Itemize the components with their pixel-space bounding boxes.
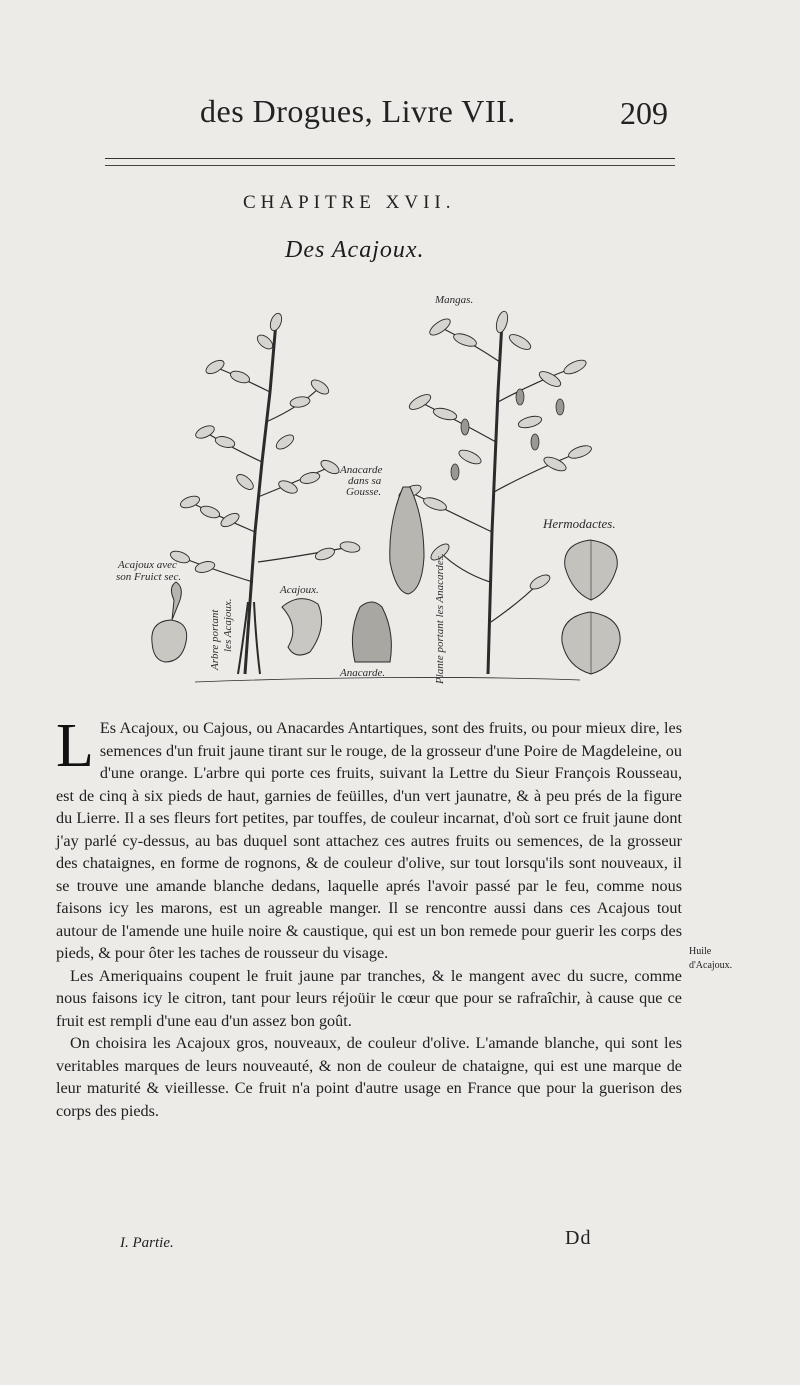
label-anacarde-gousse-2: dans sa bbox=[348, 475, 382, 487]
label-acajoux: Acajoux. bbox=[280, 584, 319, 596]
label-arbre-2: les Acajoux. bbox=[222, 598, 234, 652]
paragraph-3: On choisira les Acajoux gros, nouveaux, de couleur d'olive. L'amande blanche, qui sont les veritables marques de leurs nouveauté, & non de couleur de chataigne, qui est une marque de leur maturité & vieillesse. Ce fruit n'a point d'autre usage en France que pour la guerison des corps des pieds. bbox=[56, 1034, 682, 1120]
label-anacarde-gousse-3: Gousse. bbox=[346, 486, 382, 498]
paragraph-1 bbox=[56, 712, 682, 965]
catchword: Dd bbox=[565, 1227, 592, 1249]
label-acajoux-fruict-2: son Fruict sec. bbox=[116, 571, 182, 583]
margin-note: Huile d'Acajoux. bbox=[689, 946, 733, 971]
chapter-heading: CHAPITRE XVII. bbox=[243, 192, 456, 213]
label-hermodactes: Hermodactes. bbox=[543, 516, 616, 531]
label-arbre-1: Arbre portant bbox=[209, 609, 221, 670]
label-anacarde: Anacarde. bbox=[340, 667, 386, 679]
label-mangas: Mangas. bbox=[435, 294, 474, 306]
paragraph-1-text: Es Acajoux, ou Cajous, ou Anacardes Antartiques, sont des fruits, ou pour mieux dire, les semences d'un fruit jaune tirant sur le rouge, de la grosseur d'une Poire de Magdeleine, ou d'une orange. L'arbre qui porte ces fruits, suivant la Lettre du Sieur François Rousseau, est de cinq à six pieds de haut, garnies de feüilles, d'un vert jaunatre, & à peu prés de la figure du Lierre. Il a ses fleurs fort petites, par touffes, de couleur incarnat, d'où sort ce fruit jaune dont j'ay parlé cy-dessus, au bas duquel sont attachez ces autres fruits ou semences, de la grosseur des chataignes, en forme de rognons, & de couleur d'olive, sur tout lorsqu'ils sont nouveaux, il se trouve une amande blanche dedans, laquelle aprés l'avoir passé par le feu, comme nous faisons icy les marons, est un agreable manger. Il se rencontre aussi dans ces Acajous tout autour de l'amende une huile noire & caustique, qui est un bon remede pour guerir les corps des pieds, & pour ôter les taches de rousseur du visage. bbox=[56, 719, 682, 962]
drop-cap: L bbox=[56, 712, 94, 780]
label-anacarde-gousse-1: Anacarde bbox=[340, 464, 383, 476]
engraving-plate bbox=[110, 282, 690, 692]
header-rule bbox=[105, 158, 675, 166]
paragraph-2: Les Ameriquains coupent le fruit jaune par tranches, & le mangent avec du sucre, comme nous faisons icy le citron, tant pour leurs réjoüir le cœur que pour se rafraîchir, à cause que ce fruit est rempli d'une eau d'un assez bon goût. bbox=[56, 966, 682, 1030]
engraving-illustration bbox=[110, 282, 690, 692]
page-number: 209 bbox=[620, 95, 668, 131]
label-plante-anacardes: Plante portant les Anacardes. bbox=[434, 553, 446, 684]
section-title: Des Acajoux. bbox=[285, 237, 425, 263]
signature-mark: I. Partie. bbox=[120, 1235, 174, 1251]
running-title: des Drogues, Livre VII. bbox=[200, 93, 516, 129]
label-acajoux-fruict-1: Acajoux avec bbox=[118, 559, 177, 571]
body-text bbox=[56, 712, 682, 1122]
